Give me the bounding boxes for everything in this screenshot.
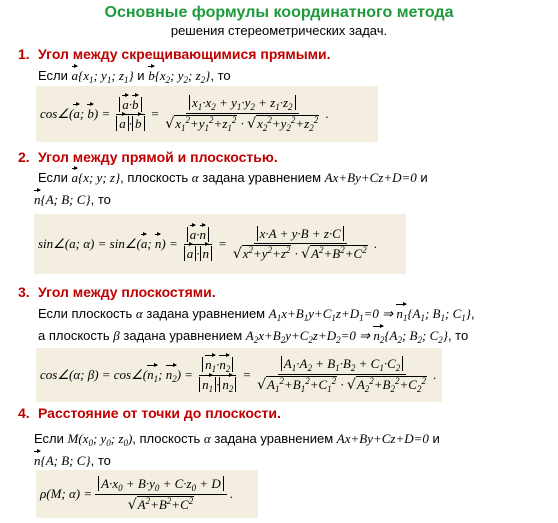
alpha-symbol: α <box>191 170 199 185</box>
alpha-symbol: α <box>135 306 143 321</box>
and-word: и <box>432 431 440 446</box>
given-word: задана уравнением <box>146 306 266 321</box>
normal-vector: n{A; B; C} <box>34 453 91 468</box>
section-3-number: 3. <box>18 284 30 300</box>
section-1-title <box>18 46 331 62</box>
point-m: $M(x_0$; $y_0$; $z_0$) <box>67 431 133 448</box>
beta-symbol: β <box>113 328 120 343</box>
section-4-title <box>18 405 281 421</box>
condition-tail: , то <box>90 192 111 207</box>
vector-b: $b\{x_2$; $y_2$; $z_2$} <box>148 68 211 85</box>
plane-equation: Ax+By+Cz+D=0 <box>336 431 429 446</box>
section-2-normal <box>34 192 111 208</box>
page-subtitle: решения стереометрических задач. <box>170 23 388 38</box>
and-word: и <box>137 68 145 83</box>
plane-word: , плоскость <box>120 170 189 185</box>
plane-1-equation: $A_1x+B_1y+C_1z+D_1=0$ ⇒ $n_1\{A_1$; $B_1$; $C_1$} <box>268 306 471 323</box>
section-4-normal <box>34 453 111 469</box>
section-2-heading: Угол между прямой и плоскостью. <box>38 149 278 165</box>
section-2-condition <box>38 170 428 186</box>
plane-word: , плоскость <box>132 431 201 446</box>
condition-tail: , то <box>447 328 469 343</box>
section-3-condition-1: Если плоскость α задана уравнением $A_1x+B_1y+C_1z+D_1=0$ ⇒ $n_1\{A_1$; $B_1$; $C_1$}, <box>38 306 475 323</box>
normal-vector: n{A; B; C} <box>34 192 91 207</box>
section-2-number: 2. <box>18 149 30 165</box>
condition-text: Если <box>38 68 68 83</box>
section-1-number: 1. <box>18 46 30 62</box>
section-1-heading: Угол между скрещивающимися прямыми. <box>38 46 331 62</box>
condition-text: Если <box>38 170 68 185</box>
section-4-heading: Расстояние от точки до плоскости. <box>38 405 281 421</box>
given-word: задана уравнением <box>202 170 322 185</box>
given-word: задана уравнением <box>214 431 334 446</box>
section-2-title <box>18 149 278 165</box>
formula-distance: ρ(M; α) = $\frac{A\cdot x_0 + B\cdot y_0 + C\cdot z_0 + D}{√A^2+B^2+C^2}$ . <box>36 470 258 518</box>
plane-equation: Ax+By+Cz+D=0 <box>324 170 417 185</box>
page-title: Основные формулы координатного метода <box>104 4 454 21</box>
condition-tail: , то <box>90 453 111 468</box>
vector-a: a{x; y; z} <box>71 170 121 185</box>
formula-angle-lines: cos∠(a; b) = $\frac{a\cdot b}{a \cdot b}$ = $\frac{x_1\cdot x_2 + y_1\cdot y_2 + z_1\cdot z_2}{√x_1^2+y_1^2+z_1^2 \cdot √x_2^2+y_2^2+z_2^2}$ . <box>36 86 378 142</box>
section-3-condition-2 <box>38 328 468 345</box>
given-word: задана уравнением <box>123 328 243 343</box>
condition-tail: , то <box>210 68 231 83</box>
section-4-condition <box>34 431 440 448</box>
section-3-heading: Угол между плоскостями. <box>38 284 216 300</box>
condition-text: Если <box>34 431 64 446</box>
formula-angle-line-plane: sin∠(a; α) = sin∠(a; n) = $\frac{a\cdot n}{a \cdot n}$ = $\frac{x\cdot A + y\cdot B + z\cdot C}{√x^2+y^2+z^2 \cdot √A^2+B^2+C^2}$ . <box>34 214 406 274</box>
plane-2-equation: $A_2x+B_2y+C_2z+D_2=0$ ⇒ $n_2\{A_2$; $B_2$; $C_2$} <box>245 328 448 345</box>
vector-a: $a\{x_1$; $y_1$; $z_1$} <box>71 68 134 85</box>
section-3-title <box>18 284 216 300</box>
condition-text-2: а плоскость <box>38 328 110 343</box>
section-1-condition <box>38 68 231 85</box>
alpha-symbol: α <box>203 431 211 446</box>
section-4-number: 4. <box>18 405 30 421</box>
and-word: и <box>420 170 428 185</box>
condition-text: Если плоскость <box>38 306 133 321</box>
formula-angle-planes: cos∠(α; $\beta) = \cos\angle(n_1$; $n_2$) = $\frac{n_1\cdot n_2}{n_1 \cdot n_2}$ = $\frac{A_1\cdot A_2 + B_1\cdot B_2 + C_1\cdot C_2}{√A_1^2+B_1^2+C_1^2 \cdot √A_2^2+B_2^2+C_2^2}$ . <box>36 348 442 402</box>
